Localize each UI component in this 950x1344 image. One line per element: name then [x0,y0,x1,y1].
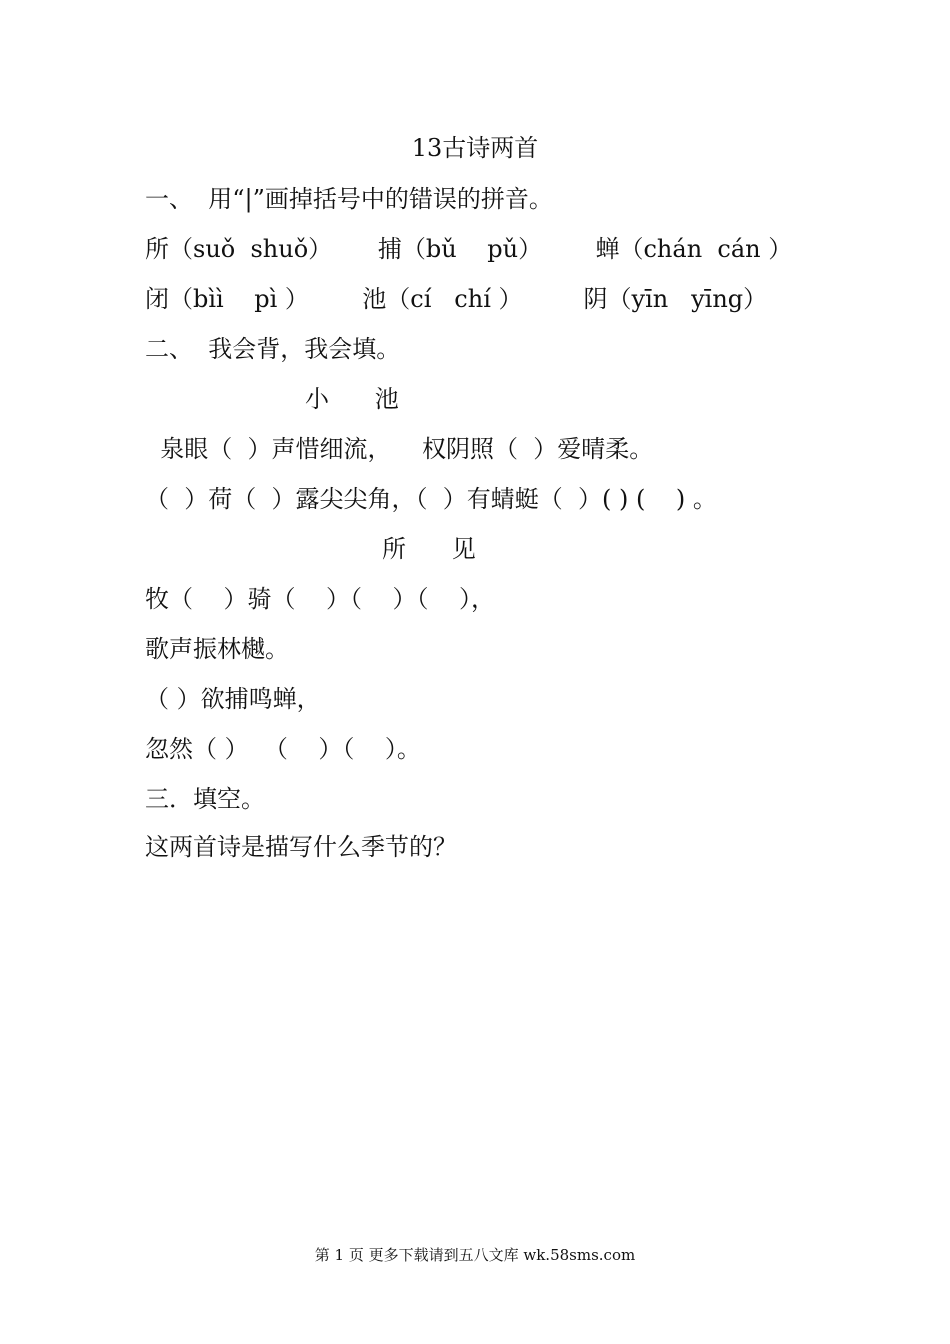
page-title: 13古诗两首 [411,134,539,162]
section3-question: 这两首诗是描写什么季节的？ [145,833,457,861]
section3-heading: 三．填空。 [145,785,265,813]
poem2-line-2: 歌声振林樾。 [145,635,289,663]
poem1-line-2: （ ）荷（ ）露尖尖角，（ ）有蜻蜓（ ）( ) ( ) 。 [145,485,717,513]
poem2-line-1: 牧（ ）骑（ ）（ ）（ ）， [145,585,496,613]
pinyin-row-1: 所（suǒ shuǒ） 捕（bǔ pǔ） 蝉（chán cán ） [145,235,793,263]
page-footer: 第 1 页 更多下载请到五八文库 wk.58sms.com [314,1246,636,1264]
poem1-title: 小 池 [305,385,399,413]
poem2-line-4: 忽然（ ） （ ）（ ）。 [145,735,421,763]
pinyin-row-2: 闭（bìì pì ） 池（cí chí ） 阴（yīn yīng） [145,285,768,313]
section2-heading: 二、 我会背，我会填。 [145,335,401,363]
poem2-line-3: （ ）欲捕鸣蝉， [145,685,321,713]
poem2-title: 所 见 [382,535,476,563]
poem1-line-1: 泉眼（ ）声惜细流， 权阴照（ ）爱晴柔。 [145,435,654,463]
section1-heading: 一、 用“|”画掉括号中的错误的拼音。 [145,185,553,213]
